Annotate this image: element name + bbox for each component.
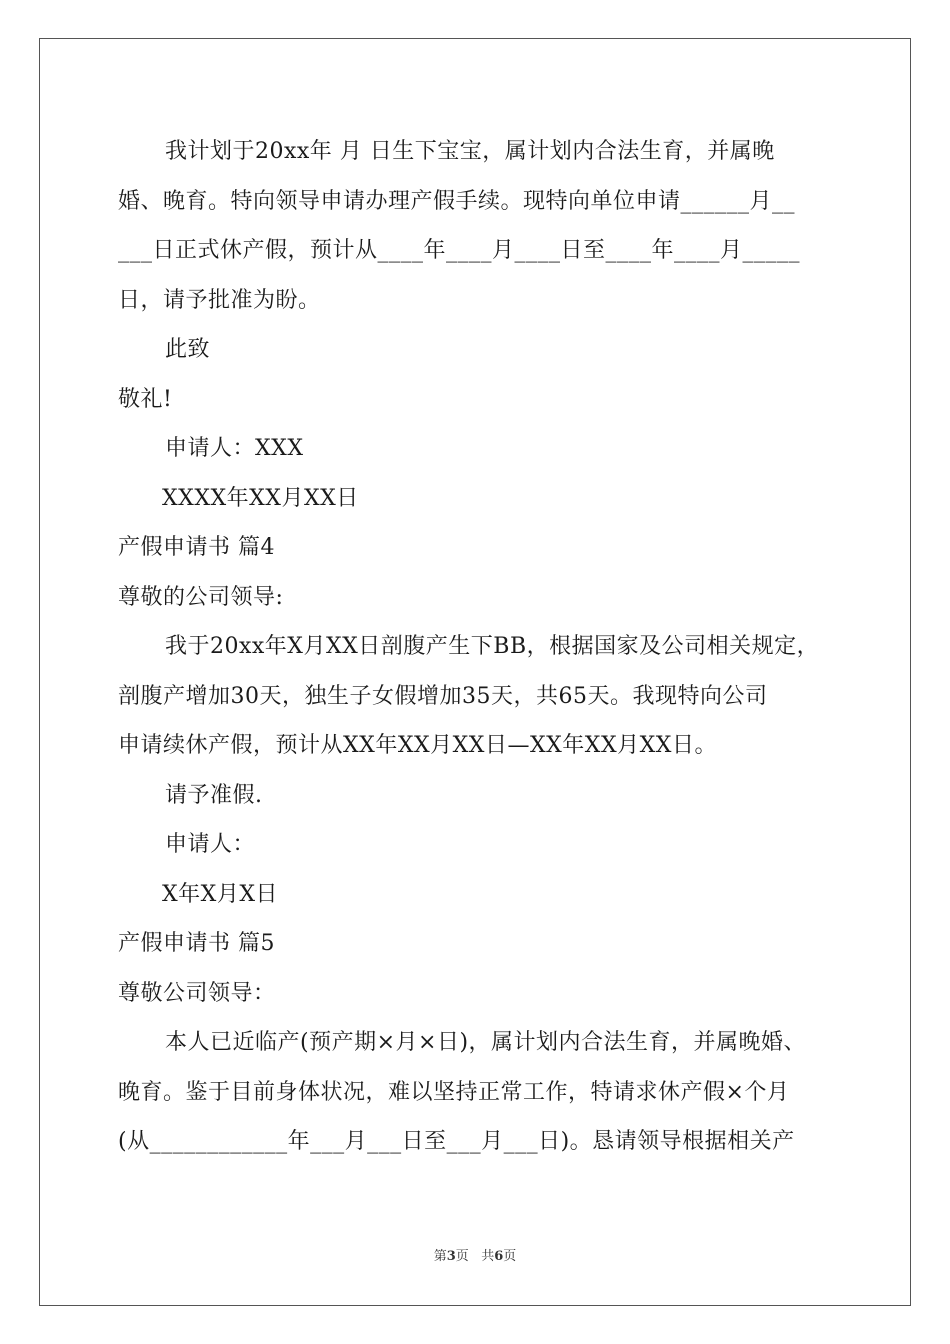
signature-date: X年X月X日 (162, 881, 278, 907)
text-line: 婚、晚育。特向领导申请办理产假手续。现特向单位申请______月__ (118, 188, 796, 214)
page-suffix: 页 (455, 1249, 469, 1264)
signature-date: XXXX年XX月XX日 (162, 485, 359, 511)
text-line: (从____________年___月___日至___月___日)。恳请领导根据相关产 (118, 1129, 795, 1154)
page-total: 6 (494, 1249, 504, 1264)
text-line: 我计划于20xx年 月 日生下宝宝，属计划内合法生育，并属晚 (165, 139, 775, 164)
text-line: 日，请予批准为盼。 (118, 287, 321, 313)
total-suffix: 页 (503, 1249, 517, 1264)
page-footer (0, 1245, 950, 1264)
applicant-signature: 申请人：XXX (165, 436, 304, 461)
total-prefix: 共 (481, 1249, 495, 1264)
greeting: 尊敬公司领导： (118, 980, 276, 1006)
section-title: 产假申请书 篇4 (118, 535, 275, 560)
page-prefix: 第 (433, 1249, 447, 1264)
text-line: 申请续休产假，预计从XX年XX月XX日—XX年XX月XX日。 (118, 733, 717, 758)
text-line: 我于20xx年X月XX日剖腹产生下BB，根据国家及公司相关规定， (165, 634, 820, 659)
text-line: ___日正式休产假，预计从____年____月____日至____年____月_____ (118, 238, 801, 263)
section-title: 产假申请书 篇5 (118, 931, 275, 956)
greeting: 尊敬的公司领导: (118, 584, 284, 610)
text-line: 本人已近临产(预产期×月×日)，属计划内合法生育，并属晚婚、 (165, 1030, 807, 1055)
page-current: 3 (446, 1249, 456, 1264)
applicant-signature: 申请人： (165, 832, 256, 857)
text-line: 剖腹产增加30天，独生子女假增加35天，共65天。我现特向公司 (118, 683, 768, 709)
text-line: 请予准假. (165, 782, 263, 808)
closing-salutation: 此致 (165, 337, 211, 362)
closing-respect: 敬礼! (118, 386, 173, 412)
text-line: 晚育。鉴于目前身体状况，难以坚持正常工作，特请求休产假×个月 (118, 1079, 790, 1105)
document-body (118, 127, 838, 1167)
